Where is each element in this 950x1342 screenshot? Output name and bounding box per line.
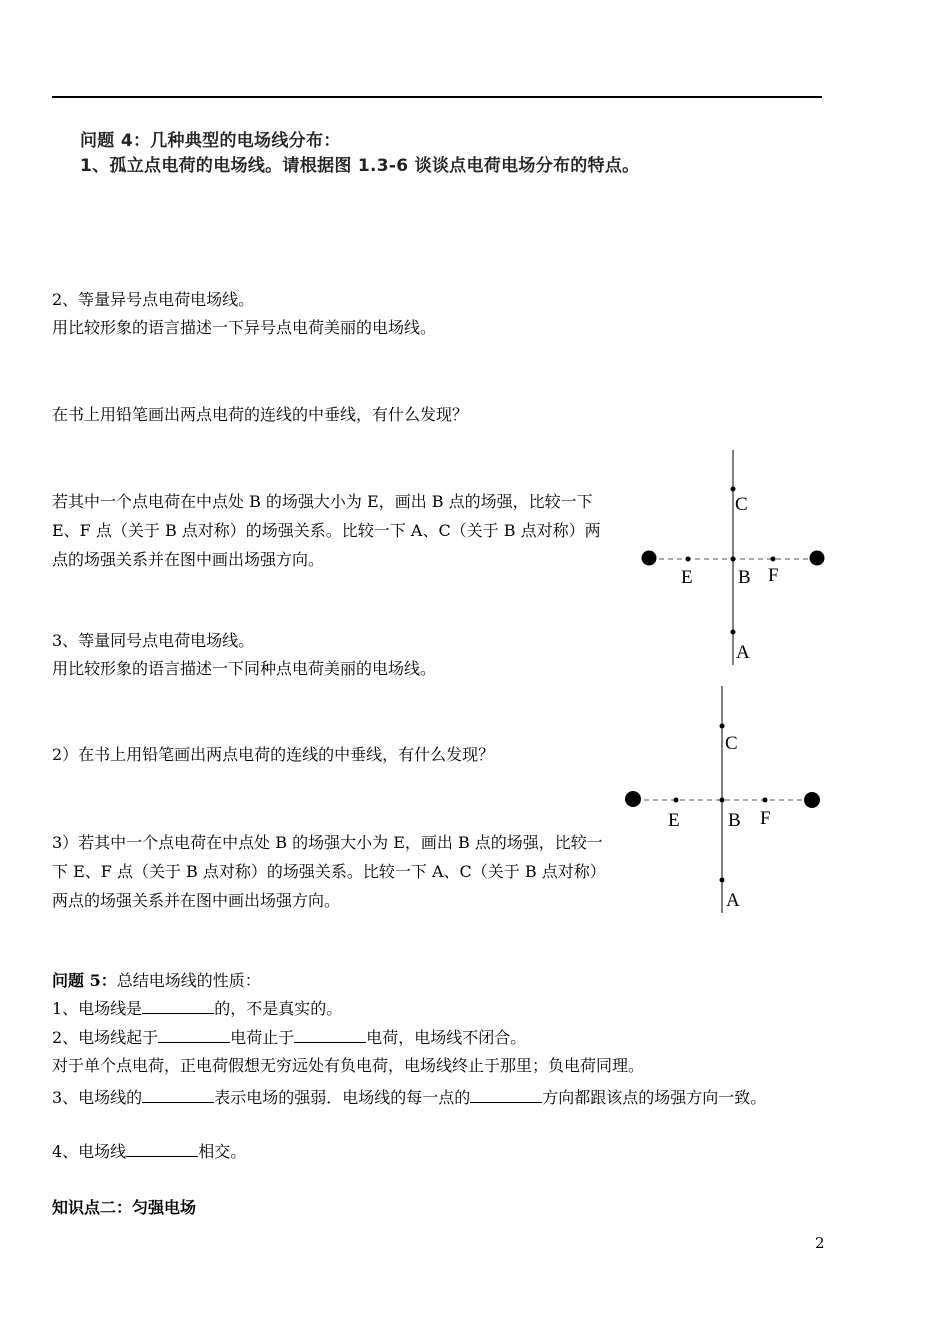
point-b [731, 557, 736, 562]
point-f [771, 557, 776, 562]
label-a: A [726, 890, 740, 911]
label-e: E [668, 810, 680, 831]
point-a [720, 878, 725, 883]
q5-line4 [52, 1142, 246, 1162]
q5-line1 [52, 999, 342, 1019]
q4-title [80, 131, 341, 151]
point-f [763, 798, 768, 803]
q5-line1-a: 1、电场线是 [52, 999, 143, 1018]
sec3-desc: 用比较形象的语言描述一下同种点电荷美丽的电场线。 [52, 659, 437, 678]
q5-line2-c: 电荷，电场线不闭合。 [366, 1028, 527, 1047]
sec2-title: 2、等量异号点电荷电场线。 [52, 290, 255, 309]
label-b: B [728, 810, 741, 831]
left-charge [625, 791, 641, 807]
q5-title-rest: 总结电场线的性质： [116, 971, 261, 990]
q5-line2-note: 对于单个点电荷，正电荷假想无穷远处有负电荷，电场线终止于那里；负电荷同理。 [52, 1056, 645, 1075]
knowledge-point-2-heading: 知识点二：匀强电场 [52, 1198, 197, 1217]
label-e: E [681, 567, 693, 588]
q4-item1: 1、孤立点电荷的电场线。请根据图 1.3-6 谈谈点电荷电场分布的特点。 [80, 156, 640, 176]
fill-blank[interactable] [294, 1028, 366, 1043]
sec2-perp-question: 在书上用铅笔画出两点电荷的连线的中垂线，有什么发现？ [52, 405, 469, 424]
fill-blank[interactable] [142, 1088, 214, 1103]
q5-line4-b: 相交。 [198, 1142, 247, 1161]
q5-title-bold: 问题 5： [52, 971, 117, 990]
sec3-title: 3、等量同号点电荷电场线。 [52, 631, 255, 650]
label-f: F [760, 808, 771, 829]
fill-blank[interactable] [142, 999, 214, 1014]
sec2-field-question: 若其中一个点电荷在中点处 B 的场强大小为 E，画出 B 点的场强，比较一下 E、F 点（关于 B 点对称）的场强关系。比较一下 A、C（关于 B 点对称）两点的场强关系并在图中画出场强方向。 [52, 492, 601, 569]
fill-blank[interactable] [470, 1088, 542, 1103]
q5-line1-b: 的，不是真实的。 [214, 999, 343, 1018]
sec3-perp-question: 2）在书上用铅笔画出两点电荷的连线的中垂线，有什么发现？ [52, 745, 495, 764]
label-c: C [725, 733, 738, 754]
q5-line3 [52, 1084, 827, 1112]
sec2-desc: 用比较形象的语言描述一下异号点电荷美丽的电场线。 [52, 318, 437, 337]
right-charge [804, 792, 820, 808]
point-c [731, 487, 736, 492]
right-charge [810, 551, 825, 566]
label-a: A [736, 642, 750, 663]
q5-line4-a: 4、电场线 [52, 1142, 127, 1161]
q5-line3-b: 表示电场的强弱．电场线的每一点的 [214, 1088, 471, 1107]
label-f: F [768, 565, 779, 586]
fill-blank[interactable] [126, 1142, 198, 1157]
header-rule [52, 96, 822, 98]
left-charge [642, 551, 657, 566]
q5-line2 [52, 1028, 526, 1048]
q4-title-bold: 问题 4： [80, 131, 151, 151]
q5-line3-a: 3、电场线的 [52, 1088, 143, 1107]
q5-title [52, 971, 261, 991]
point-e [674, 798, 679, 803]
q4-title-rest: 几种典型的电场线分布： [150, 131, 341, 151]
fill-blank[interactable] [158, 1028, 230, 1043]
q5-line2-a: 2、电场线起于 [52, 1028, 159, 1047]
point-e [686, 557, 691, 562]
point-c [720, 724, 725, 729]
sec3-field-question: 3）若其中一个点电荷在中点处 B 的场强大小为 E，画出 B 点的场强，比较一下 E、F 点（关于 B 点对称）的场强关系。比较一下 A、C（关于 B 点对称）两点的场强关系并在图中画出场强方向。 [52, 833, 606, 910]
q5-line2-b: 电荷止于 [230, 1028, 295, 1047]
point-a [731, 630, 736, 635]
opposite-charges-diagram [630, 445, 840, 670]
label-c: C [735, 494, 748, 515]
like-charges-diagram [615, 683, 830, 918]
label-b: B [738, 567, 751, 588]
point-b [720, 798, 725, 803]
q5-line3-c: 方向都跟该点的场强方向一致。 [542, 1088, 767, 1107]
page-number: 2 [815, 1234, 825, 1252]
